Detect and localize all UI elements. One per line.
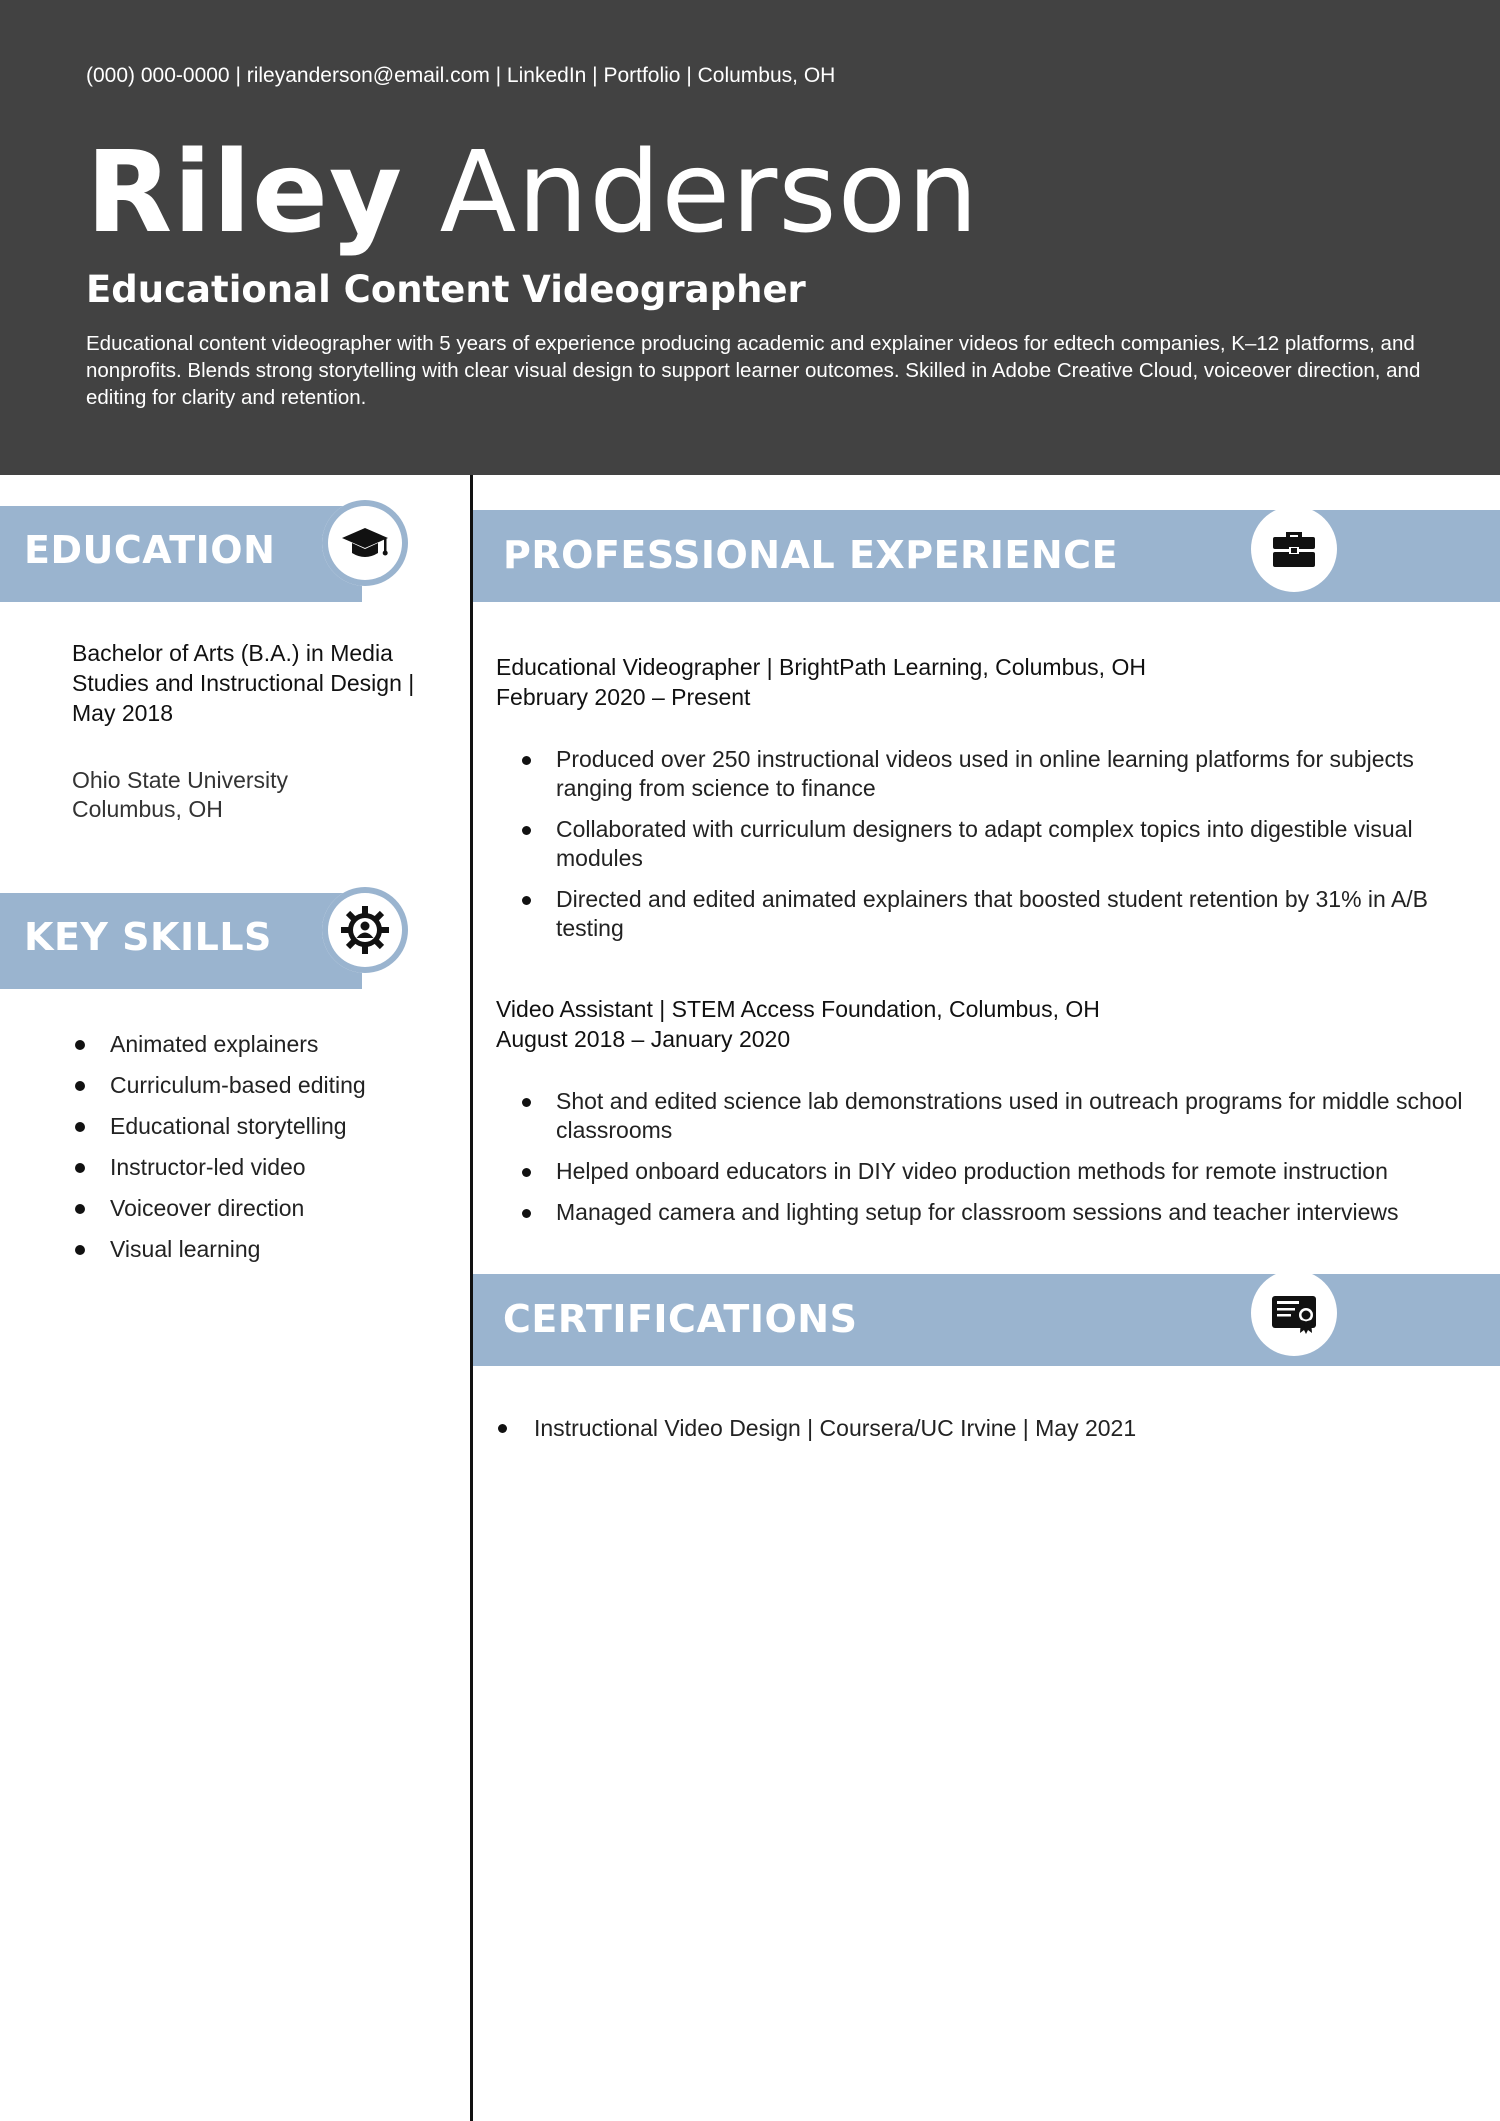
briefcase-icon (1267, 522, 1321, 576)
job-1-bullets (518, 745, 1478, 955)
header (0, 0, 1500, 475)
list-item: Managed camera and lighting setup for classroom sessions and teacher interviews (518, 1198, 1478, 1227)
job-title: Educational Content Videographer (86, 268, 806, 311)
graduation-cap-icon (338, 516, 392, 570)
education-icon-circle (322, 500, 408, 586)
job-1-dates: February 2020 – Present (496, 684, 751, 710)
list-item: Helped onboard educators in DIY video production methods for remote instruction (518, 1157, 1478, 1186)
skills-heading: KEY SKILLS (24, 915, 272, 959)
list-item: Directed and edited animated explainers that boosted student retention by 31% in A/B testing (518, 885, 1478, 943)
certificate-icon (1267, 1286, 1321, 1340)
list-item: Voiceover direction (72, 1188, 366, 1229)
skills-icon-circle (322, 887, 408, 973)
list-item: Produced over 250 instructional videos used in online learning platforms for subjects ranging from science to finance (518, 745, 1478, 803)
list-item: Instructional Video Design | Coursera/UC Irvine | May 2021 (496, 1413, 1136, 1443)
summary: Educational content videographer with 5 years of experience producing academic and explainer videos for edtech companies, K–12 platforms, and nonprofits. Blends strong storytelling with clear visual design to support learner outcomes. Skilled in Adobe Creative Cloud, voiceover direction, and editing for clarity and retention. (86, 332, 1421, 409)
job-2-dates: August 2018 – January 2020 (496, 1026, 791, 1052)
education-location: Columbus, OH (72, 796, 223, 822)
job-1-company: | BrightPath Learning, Columbus, OH (766, 654, 1146, 680)
contact-info: (000) 000-0000 | rileyanderson@email.com | LinkedIn | Portfolio | Columbus, OH (86, 64, 836, 87)
candidate-name (86, 128, 979, 258)
job-1-role: Educational Videographer (496, 654, 761, 680)
list-item: Shot and edited science lab demonstrations used in outreach programs for middle school classrooms (518, 1087, 1478, 1145)
skills-list (72, 1024, 366, 1270)
experience-icon-circle (1251, 506, 1337, 592)
list-item: Instructor-led video (72, 1147, 366, 1188)
gear-user-icon (338, 903, 392, 957)
list-item: Collaborated with curriculum designers to adapt complex topics into digestible visual modules (518, 815, 1478, 873)
education-school-block (72, 766, 452, 824)
education-school: Ohio State University (72, 767, 289, 793)
list-item: Curriculum-based editing (72, 1065, 366, 1106)
job-1-title-line (496, 652, 1146, 682)
job-2-title-line (496, 994, 1100, 1024)
list-item: Educational storytelling (72, 1106, 366, 1147)
job-1-header (496, 652, 1146, 712)
certifications-list (496, 1413, 1136, 1443)
job-2-bullets (518, 1087, 1478, 1239)
list-item: Animated explainers (72, 1024, 366, 1065)
experience-heading: PROFESSIONAL EXPERIENCE (503, 533, 1119, 577)
job-2-role: Video Assistant (496, 996, 653, 1022)
education-degree: Bachelor of Arts (B.A.) in Media Studies and Instructional Design | May 2018 (72, 640, 415, 726)
list-item: Visual learning (72, 1229, 366, 1270)
education-heading: EDUCATION (24, 528, 276, 572)
certifications-heading: CERTIFICATIONS (503, 1297, 858, 1341)
first-name: Riley (86, 128, 403, 258)
last-name: Anderson (439, 128, 980, 258)
certifications-icon-circle (1251, 1270, 1337, 1356)
job-2-header (496, 994, 1100, 1054)
job-2-company: | STEM Access Foundation, Columbus, OH (659, 996, 1100, 1022)
